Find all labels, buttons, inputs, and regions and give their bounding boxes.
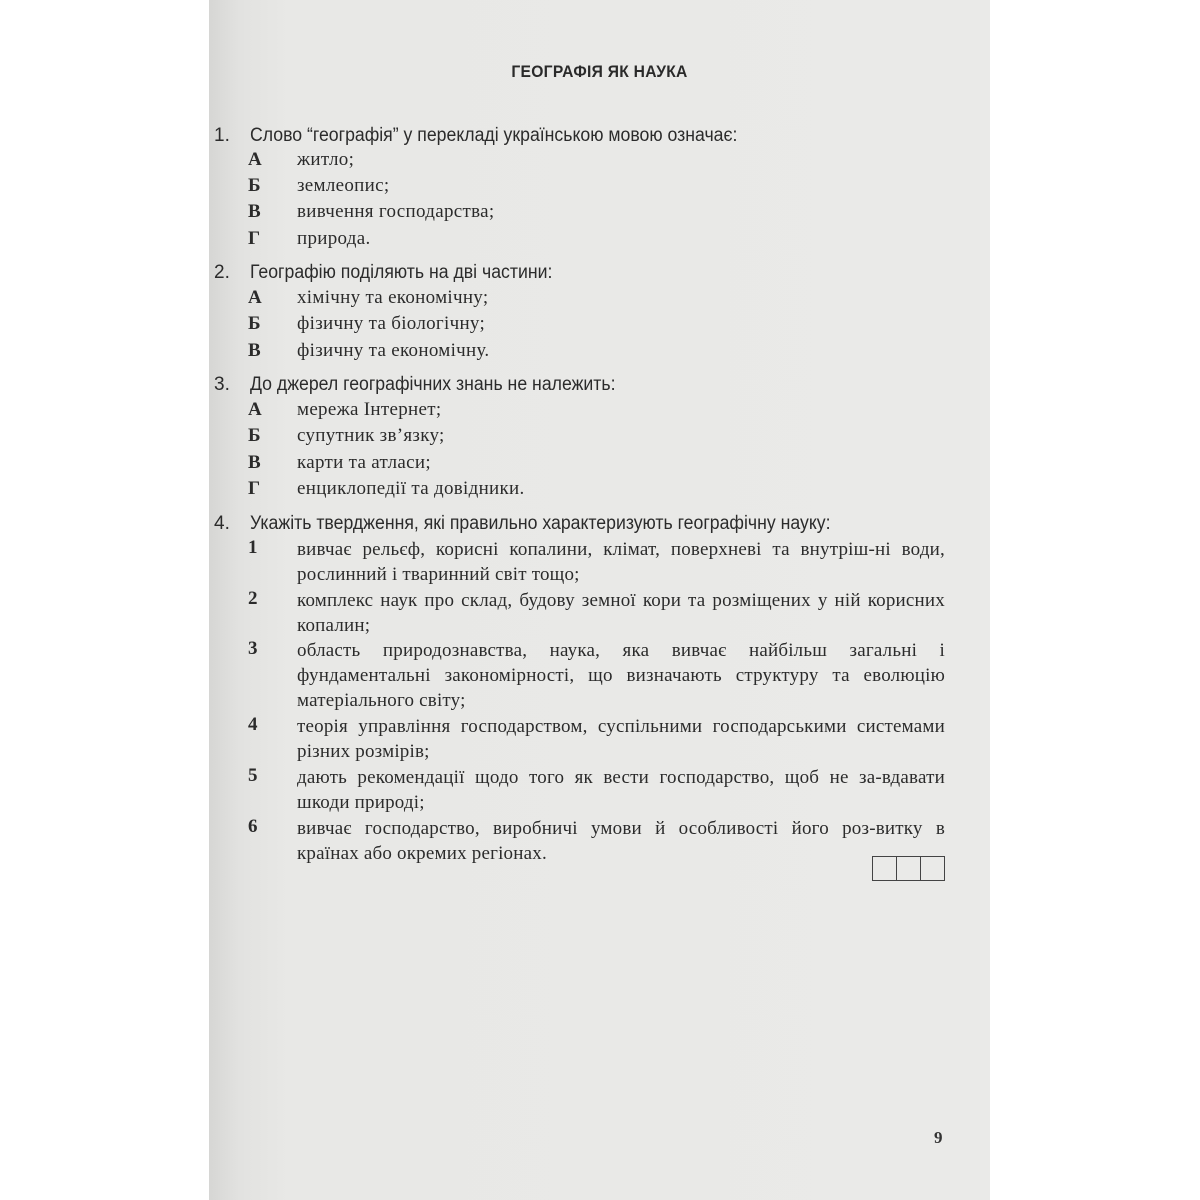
option-text: вивчення господарства; bbox=[297, 201, 495, 222]
option-text: фізичну та біологічну; bbox=[297, 313, 486, 334]
page bbox=[209, 0, 990, 1200]
option-label: В bbox=[248, 340, 261, 361]
option-text: карти та атласи; bbox=[297, 452, 431, 473]
option-label: 1 bbox=[248, 537, 258, 558]
option-label: А bbox=[248, 149, 262, 170]
answer-boxes[interactable] bbox=[872, 856, 945, 881]
question-number: 3. bbox=[214, 374, 230, 395]
option-label: А bbox=[248, 399, 262, 420]
option-label: 5 bbox=[248, 765, 258, 786]
option-label: 6 bbox=[248, 816, 258, 837]
option-label: Б bbox=[248, 175, 261, 196]
option-text: вивчає господарство, виробничі умови й особливості його роз-витку в країнах або окремих регіонах. bbox=[297, 818, 945, 864]
page-number: 9 bbox=[934, 1128, 943, 1147]
option-text: вивчає рельєф, корисні копалини, клімат, поверхневі та внутріш-ні води, рослинний і тваринний світ тощо; bbox=[297, 539, 945, 585]
option-text: область природознавства, наука, яка вивчає найбільш загальні і фундаментальні закономірності, що визначають структуру та еволюцію матеріального світу; bbox=[297, 640, 945, 711]
option-label: Б bbox=[248, 425, 261, 446]
option-text: комплекс наук про склад, будову земної кори та розміщених у ній корисних копалин; bbox=[297, 590, 945, 636]
option-label: Г bbox=[248, 478, 261, 499]
option-text: супутник зв’язку; bbox=[297, 425, 445, 446]
option-label: В bbox=[248, 452, 261, 473]
option-text: житло; bbox=[297, 149, 355, 170]
option-text: хімічну та економічну; bbox=[297, 287, 489, 308]
option-label: В bbox=[248, 201, 261, 222]
option-label: А bbox=[248, 287, 262, 308]
question-number: 2. bbox=[214, 262, 230, 283]
question-number: 4. bbox=[214, 513, 230, 534]
option-text: природа. bbox=[297, 228, 371, 249]
option-text: мережа Інтернет; bbox=[297, 399, 442, 420]
question-text: Укажіть твердження, які правильно характеризують географічну науку: bbox=[250, 513, 831, 534]
answer-cell[interactable] bbox=[921, 857, 944, 880]
option-text: дають рекомендації щодо того як вести господарство, щоб не за-вдавати шкоди природі; bbox=[297, 767, 945, 813]
option-label: Б bbox=[248, 313, 261, 334]
option-label: Г bbox=[248, 228, 261, 249]
page-title: ГЕОГРАФІЯ ЯК НАУКА bbox=[511, 62, 688, 81]
option-text: фізичну та економічну. bbox=[297, 340, 490, 361]
answer-cell[interactable] bbox=[897, 857, 921, 880]
question-text: Слово “географія” у перекладі українською мовою означає: bbox=[250, 125, 738, 146]
option-label: 4 bbox=[248, 714, 258, 735]
question-text: До джерел географічних знань не належить: bbox=[250, 374, 616, 395]
question-number: 1. bbox=[214, 125, 230, 146]
option-text: теорія управління господарством, суспільними господарськими системами різних розмірів; bbox=[297, 716, 945, 762]
question-text: Географію поділяють на дві частини: bbox=[250, 262, 553, 283]
answer-cell[interactable] bbox=[873, 857, 897, 880]
option-text: енциклопедії та довідники. bbox=[297, 478, 525, 499]
option-label: 3 bbox=[248, 638, 258, 659]
option-text: землеопис; bbox=[297, 175, 390, 196]
option-label: 2 bbox=[248, 588, 258, 609]
